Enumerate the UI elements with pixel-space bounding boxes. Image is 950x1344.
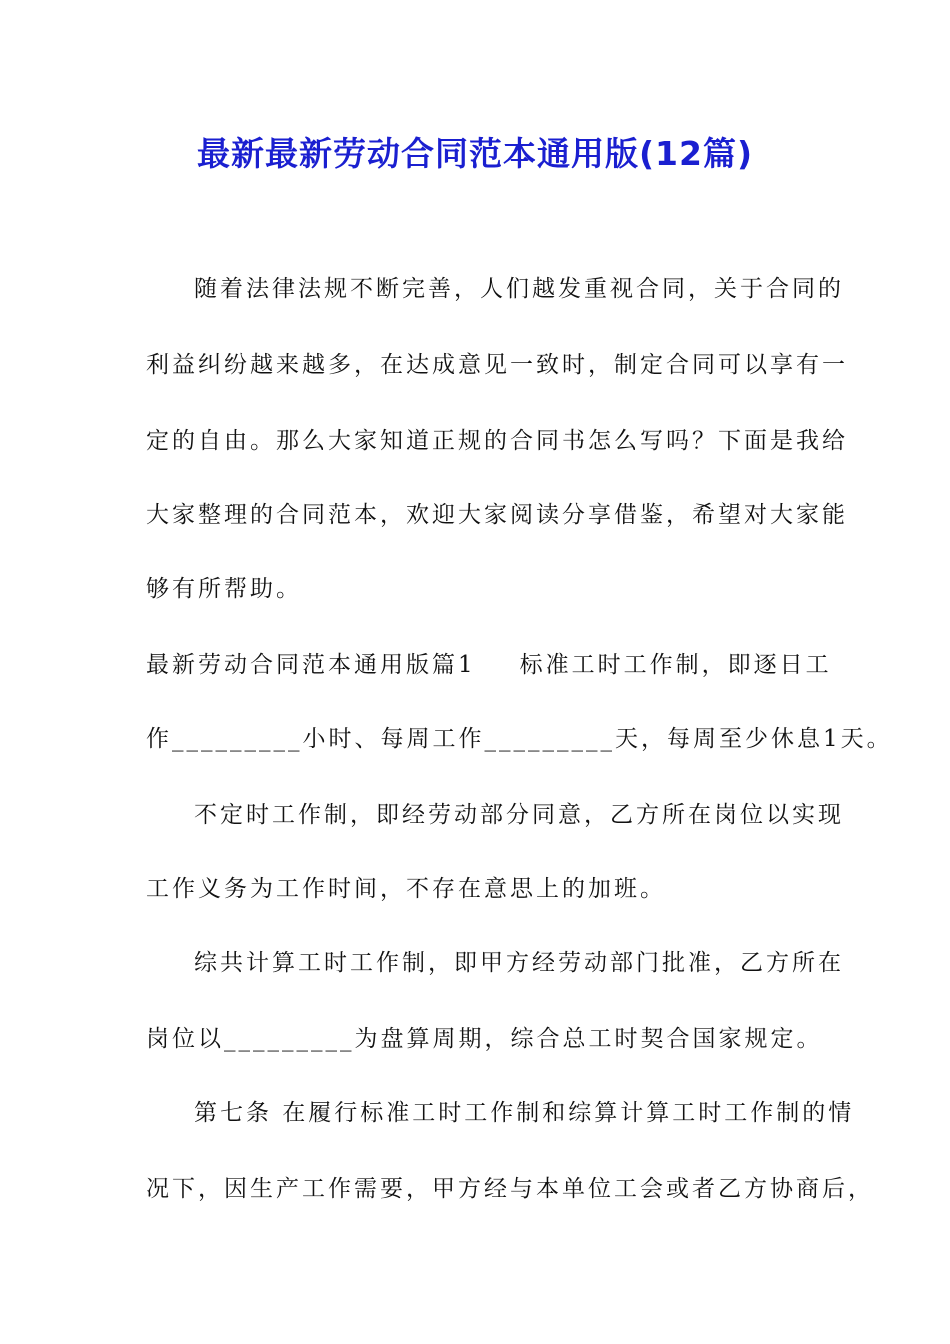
paragraph-line: 不定时工作制，即经劳动部分同意，乙方所在岗位以实现 <box>194 802 844 828</box>
document-title: 最新最新劳动合同范本通用版(12篇) <box>196 134 754 173</box>
paragraph-line: 工作义务为工作时间，不存在意思上的加班。 <box>146 876 666 902</box>
paragraph-line: 够有所帮助。 <box>146 576 302 602</box>
paragraph-line: 随着法律法规不断完善，人们越发重视合同，关于合同的 <box>194 276 844 302</box>
paragraph-line: 综共计算工时工作制，即甲方经劳动部门批准，乙方所在 <box>194 950 844 976</box>
paragraph-line: 第七条 在履行标准工时工作制和综算计算工时工作制的情 <box>194 1100 855 1126</box>
paragraph-line: 岗位以_________为盘算周期，综合总工时契合国家规定。 <box>146 1026 823 1052</box>
paragraph-text: 标准工时工作制，即逐日工 <box>519 652 832 678</box>
paragraph-line: 作_________小时、每周工作_________天，每周至少休息1天。 <box>146 726 893 752</box>
section-line <box>146 646 832 679</box>
paragraph-line: 利益纠纷越来越多，在达成意见一致时，制定合同可以享有一 <box>146 352 848 378</box>
paragraph-line: 况下，因生产工作需要，甲方经与本单位工会或者乙方协商后， <box>146 1176 874 1202</box>
section-heading: 最新劳动合同范本通用版篇1 <box>146 652 476 678</box>
paragraph-line: 定的自由。那么大家知道正规的合同书怎么写吗？下面是我给 <box>146 428 848 454</box>
paragraph-line: 大家整理的合同范本，欢迎大家阅读分享借鉴，希望对大家能 <box>146 502 848 528</box>
